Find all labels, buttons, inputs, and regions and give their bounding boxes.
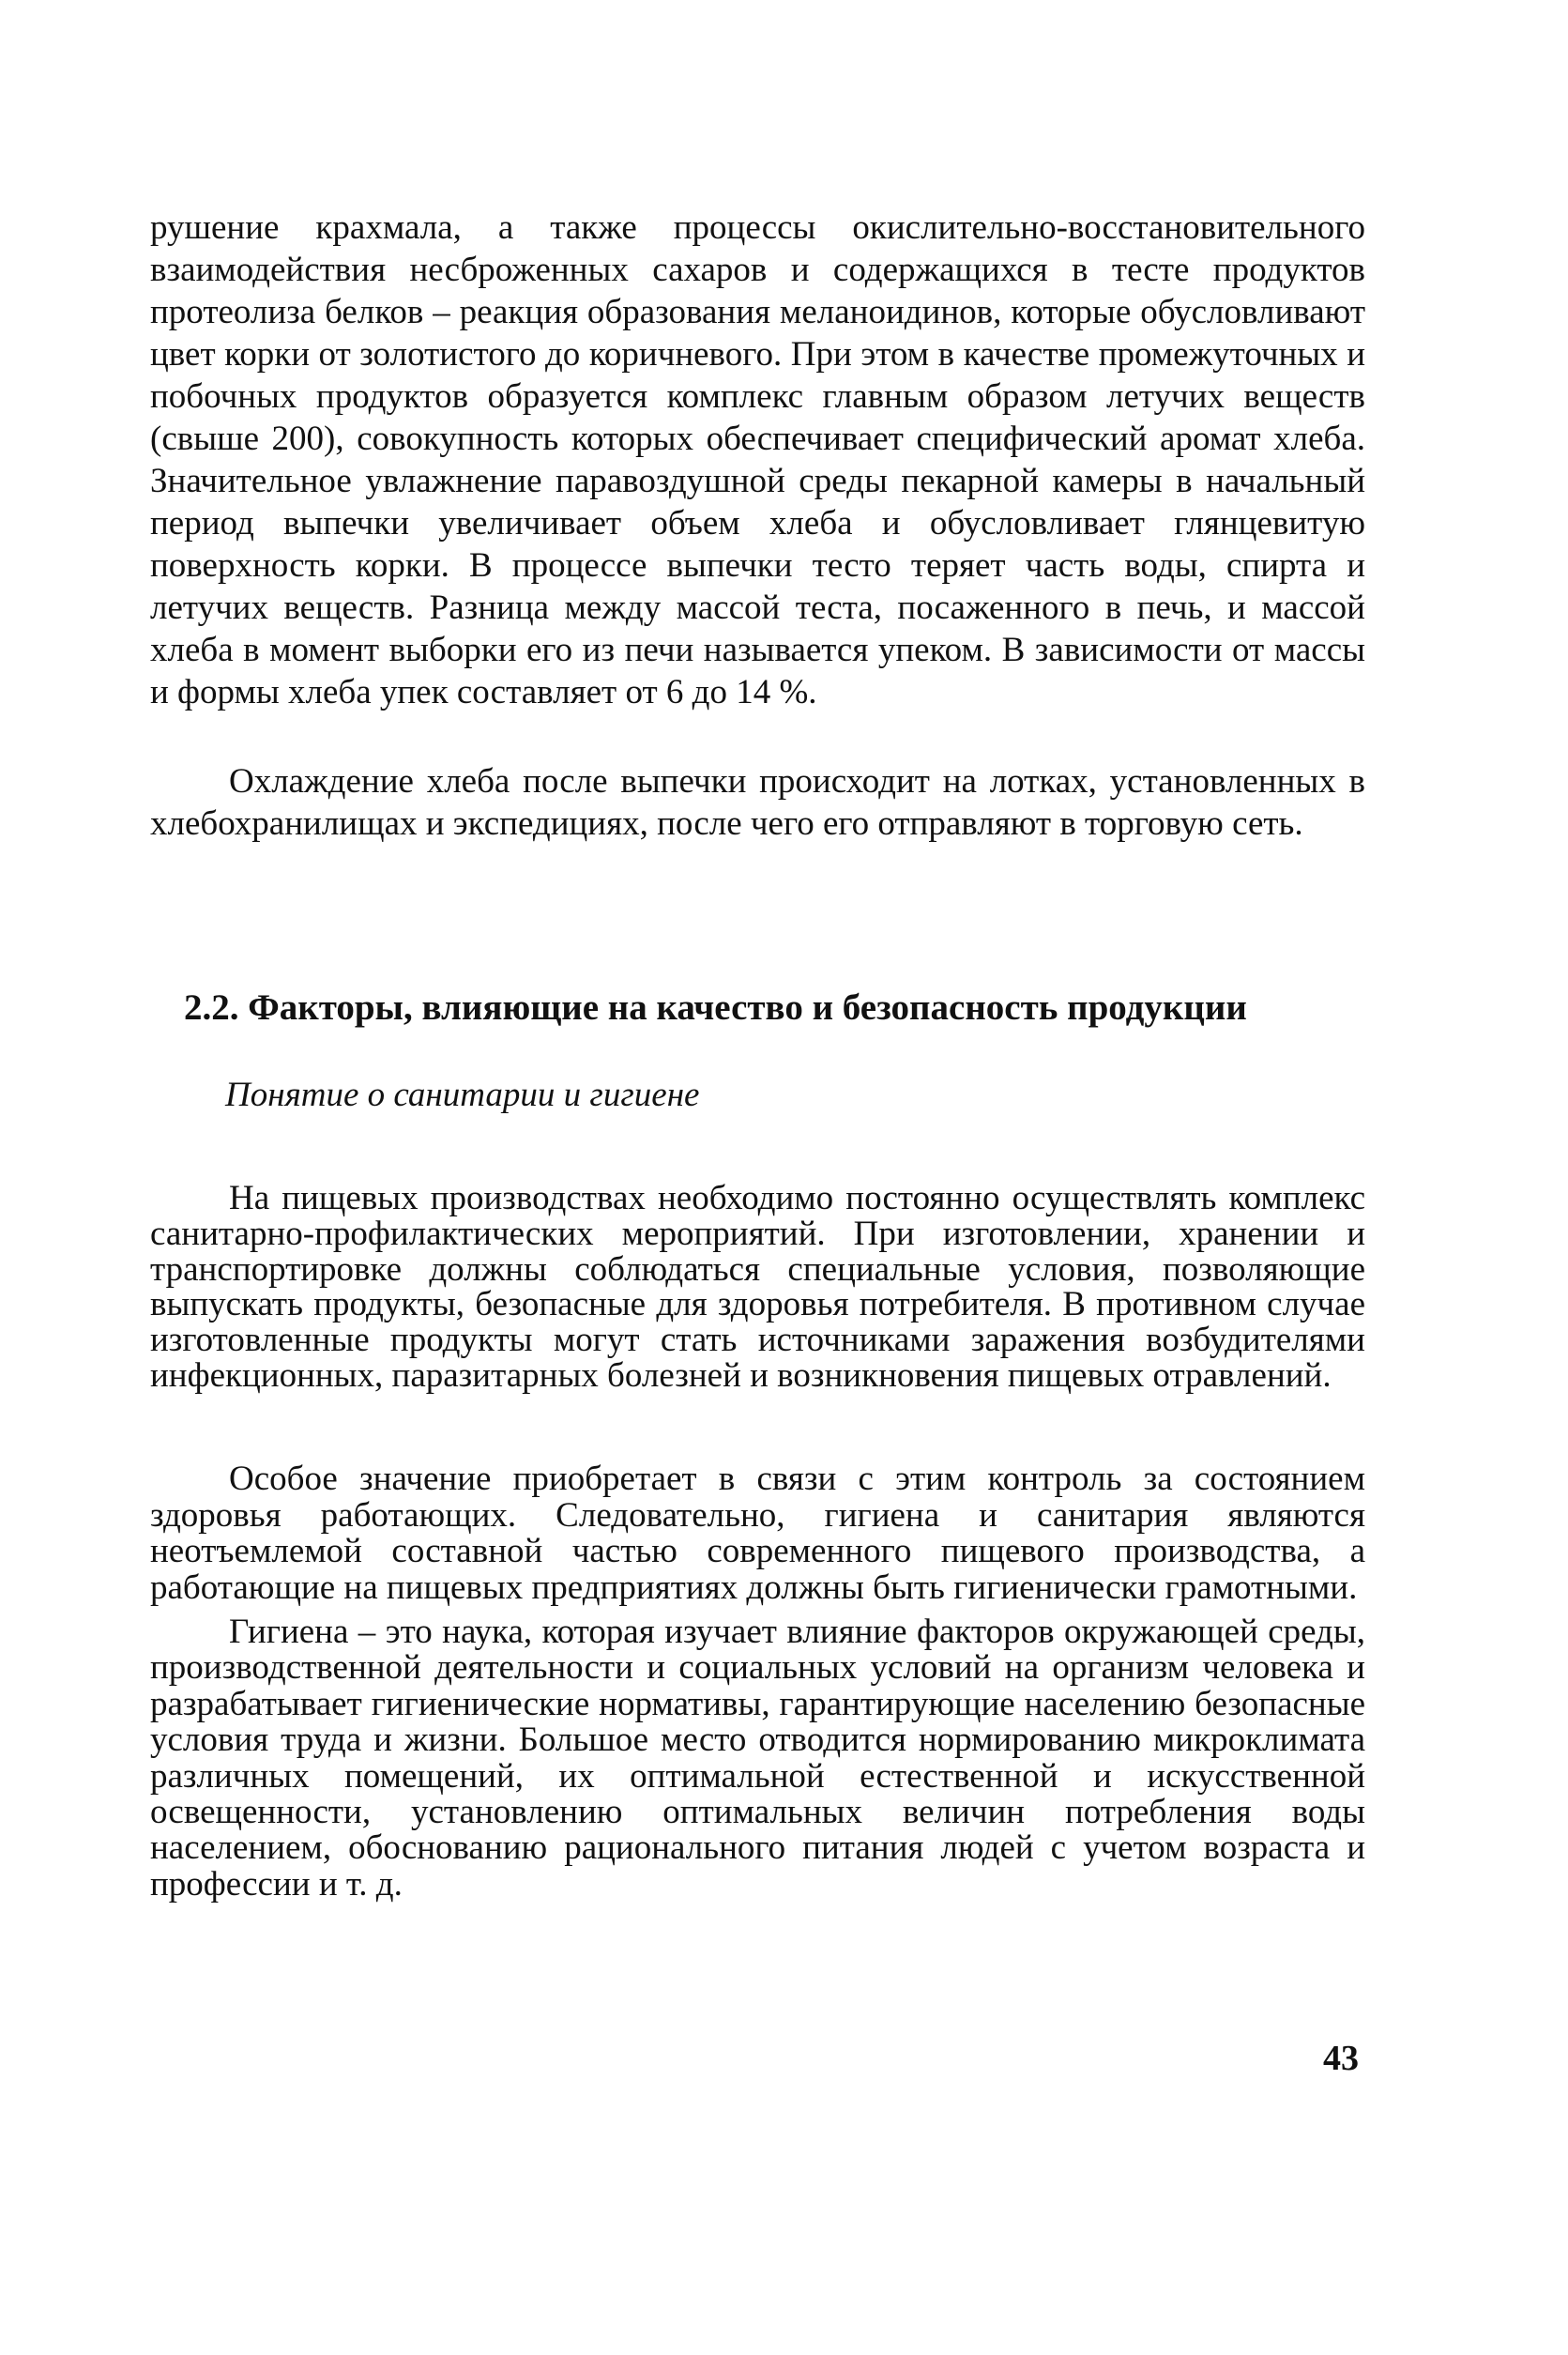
paragraph-block-hygiene-definition (150, 1614, 1365, 1903)
section-heading: 2.2. Факторы, влияющие на качество и безопасность продукции (184, 987, 1247, 1028)
subsection-heading: Понятие о санитарии и гигиене (225, 1076, 700, 1114)
paragraph-hygiene-definition: Гигиена – это наука, которая изучает влияние факторов окружающей среды, производственной деятельности и социальных условий на организм человека и разрабатывает гигиенические нормативы, гарантирующие населению безопасные условия труда и жизни. Большое место отводится нормированию микроклимата различных помещений, их оптимальной естественной и искусственной освещенности, установлению оптимальных величин потребления воды населением, обоснованию рационального питания людей с учетом возраста и профессии и т. д. (150, 1613, 1365, 1904)
page-number: 43 (1323, 2039, 1359, 2078)
paragraph-block-worker-health (150, 1461, 1365, 1606)
paragraph-block-baking (150, 206, 1365, 713)
paragraph-block-sanitary-measures (150, 1181, 1365, 1394)
paragraph-block-cooling (150, 760, 1365, 845)
paragraph-bread-cooling: Охлаждение хлеба после выпечки происходит на лотках, установленных в хлебохранилищах и экспедициях, после чего его отправляют в торговую сеть. (150, 762, 1365, 843)
paragraph-baking-process: рушение крахмала, а также процессы окислительно-восстановительного взаимодействия несброженных сахаров и содержащихся в тесте продуктов протеолиза белков – реакция образования меланоидинов, которые обусловливают цвет корки от золотистого до коричневого. При этом в качестве промежуточных и побочных продуктов образуется комплекс главным образом летучих веществ (свыше 200), совокупность которых обеспечивает специфический аромат хлеба. Значительное увлажнение паравоздушной среды пекарной камеры в начальный период выпечки увеличивает объем хлеба и обусловливает глянцевитую поверхность корки. В процессе выпечки тесто теряет часть воды, спирта и летучих веществ. Разница между массой теста, посаженного в печь, и массой хлеба в момент выборки его из печи называется упеком. В зависимости от массы и формы хлеба упек составляет от 6 до 14 %. (150, 208, 1365, 711)
paragraph-worker-health: Особое значение приобретает в связи с этим контроль за состоянием здоровья работающих. Следовательно, гигиена и санитария являются неотъемлемой составной частью современного пищевого производства, а работающие на пищевых предприятиях должны быть гигиенически грамотными. (150, 1460, 1365, 1607)
paragraph-sanitary-measures: На пищевых производствах необходимо постоянно осуществлять комплекс санитарно-профилактических мероприятий. При изготовлении, хранении и транспортировке должны соблюдаться специальные условия, позволяющие выпускать продукты, безопасные для здоровья потребителя. В противном случае изготовленные продукты могут стать источниками заражения возбудителями инфекционных, паразитарных болезней и возникновения пищевых отравлений. (150, 1179, 1365, 1395)
